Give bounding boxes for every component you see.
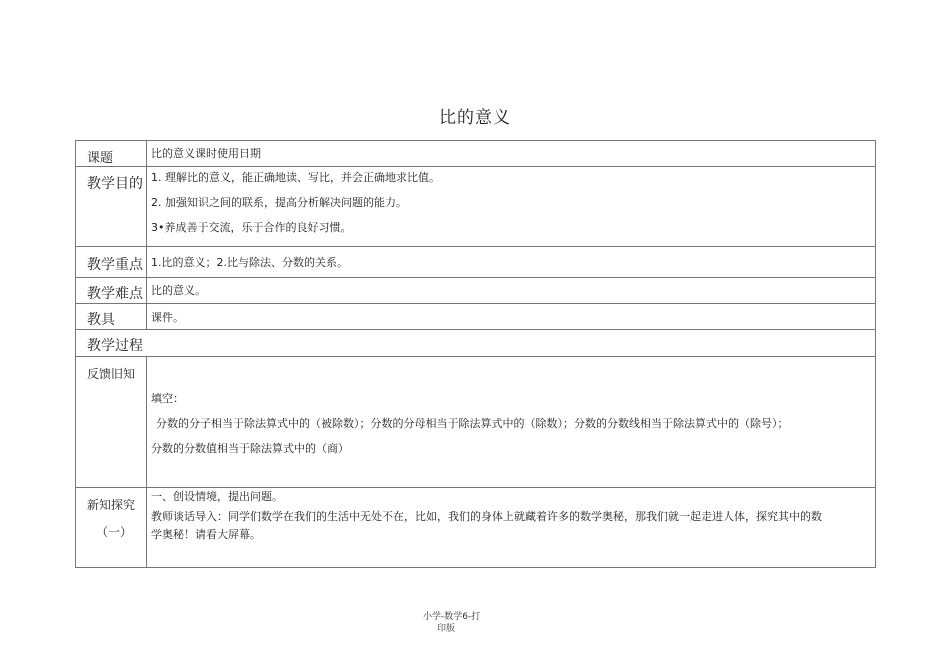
row-content-key-points — [147, 247, 876, 278]
row-label-difficulty — [76, 278, 147, 304]
row-label-review — [76, 357, 147, 488]
goal-item: 2. 加强知识之间的联系，提高分析解决问题的能力。 — [151, 196, 407, 209]
footer-line: 印版 — [437, 624, 456, 634]
row-label-process — [76, 330, 876, 357]
explore-line: 教师谈话导入：同学们数学在我们的生活中无处不在，比如，我们的身体上就藏着许多的数学奥秘，那我们就一起走进人体，探究其中的数 — [151, 510, 822, 523]
label-goals: 教学目的 — [87, 176, 143, 192]
row-label-explore — [76, 488, 147, 568]
row-content-difficulty — [147, 278, 876, 304]
difficulty-text: 比的意义。 — [151, 284, 206, 297]
explore-line: 一、创设情境，提出问题。 — [151, 490, 283, 503]
sub-label-explore: （一） — [96, 525, 133, 539]
row-label-key-points — [76, 247, 147, 278]
table-row-explore — [76, 488, 876, 568]
fill-label: 填空： — [151, 392, 184, 405]
tools-text: 课件。 — [151, 311, 184, 324]
review-line: 分数的分子相当于除法算式中的（被除数）；分数的分母相当于除法算式中的（除数）；分数的分数线相当于除法算式中的（除号）； — [156, 417, 789, 430]
table-row-goals — [76, 167, 876, 247]
label-explore: 新知探究 — [87, 498, 136, 512]
table-row-difficulty — [76, 278, 876, 304]
goal-item: 3•养成善于交流，乐于合作的良好习惯。 — [151, 221, 352, 234]
row-content-explore — [147, 488, 876, 568]
label-key-points: 教学重点 — [87, 257, 143, 273]
row-label-goals — [76, 167, 147, 247]
page-title: 比的意义 — [439, 108, 511, 128]
row-content-tools — [147, 304, 876, 330]
table-row-key-points — [76, 247, 876, 278]
table-row-review — [76, 357, 876, 488]
explore-line: 学奥秘！请看大屏幕。 — [151, 528, 261, 541]
label-review: 反馈旧知 — [87, 367, 136, 381]
table-row-tools — [76, 304, 876, 330]
row-content-review — [147, 357, 876, 488]
row-label-tools — [76, 304, 147, 330]
row-label-topic — [76, 141, 147, 167]
goal-item: 1. 理解比的意义，能正确地读、写比，并会正确地求比值。 — [151, 171, 440, 184]
footer-line: 小学-数学6-打 — [423, 612, 481, 622]
table-row-process — [76, 330, 876, 357]
lesson-plan-table — [75, 140, 876, 568]
table-row-topic — [76, 141, 876, 167]
row-content-goals — [147, 167, 876, 247]
row-content-topic — [147, 141, 876, 167]
review-line: 分数的分数值相当于除法算式中的（商） — [151, 442, 349, 455]
page-footer — [423, 611, 480, 635]
label-process: 教学过程 — [87, 338, 143, 354]
key-points-text: 1.比的意义；2.比与除法、分数的关系。 — [151, 256, 348, 269]
label-topic: 课题 — [87, 151, 114, 166]
label-tools: 教具 — [87, 312, 115, 328]
topic-text: 比的意义课时使用日期 — [151, 147, 261, 160]
label-difficulty: 教学难点 — [87, 286, 143, 302]
